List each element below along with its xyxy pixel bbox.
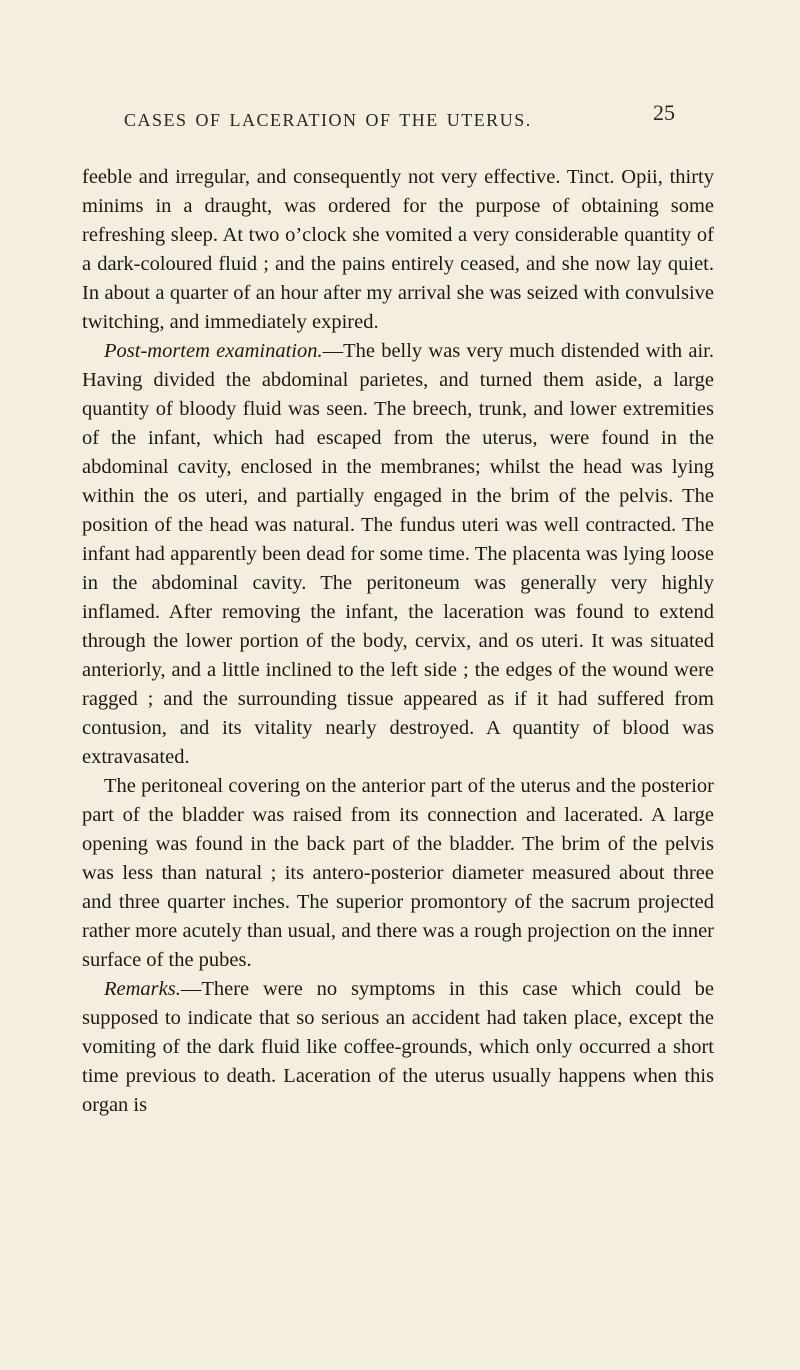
paragraph-3: [82, 772, 714, 975]
paragraph-3-text: The peritoneal covering on the anterior part of the uterus and the posterior part of the bladder was raised from its connection and lacerated. A large opening was found in the back part of the bladder. The brim of the pelvis was less than natural ; its antero-posterior diameter measured about three and three quarter inches. The superior promontory of the sacrum projected rather more acutely than usual, and there was a rough projection on the inner surface of the pubes.: [82, 775, 714, 971]
post-mortem-text: —The belly was very much distended with air. Having divided the abdominal parietes, and turned them aside, a large quantity of bloody fluid was seen. The breech, trunk, and lower extremities of the infant, which had escaped from the uterus, were found in the abdominal cavity, enclosed in the membranes; whilst the head was lying within the os uteri, and partially engaged in the brim of the pelvis. The position of the head was natural. The fundus uteri was well contracted. The infant had apparently been dead for some time. The placenta was lying loose in the abdominal cavity. The peritoneum was generally very highly inflamed. After removing the infant, the laceration was found to extend through the lower portion of the body, cervix, and os uteri. It was situated anteriorly, and a little inclined to the left side ; the edges of the wound were ragged ; and the surrounding tissue appeared as if it had suffered from contusion, and its vitality nearly destroyed. A quantity of blood was extravasated.: [82, 340, 714, 768]
page-number: 25: [653, 100, 675, 125]
body-text: [82, 163, 714, 1120]
remarks-heading: Remarks.: [104, 978, 181, 1000]
post-mortem-heading: Post-mortem examination.: [104, 340, 323, 362]
running-title: CASES OF LACERATION OF THE UTERUS.: [124, 110, 532, 130]
paragraph-1-text: feeble and irregular, and consequently not very effective. Tinct. Opii, thirty minims in a draught, was ordered for the purpose of obtaining some refreshing sleep. At two o’clock she vomited a very considerable quantity of a dark-coloured fluid ; and the pains entirely ceased, and she now lay quiet. In about a quarter of an hour after my arrival she was seized with convulsive twitching, and immediately expired.: [82, 166, 714, 333]
remarks-text: —There were no symptoms in this case which could be supposed to indicate that so serious an accident had taken place, except the vomiting of the dark fluid like coffee-grounds, which only occurred a short time previous to death. Laceration of the uterus usually happens when this organ is: [82, 978, 714, 1116]
paragraph-post-mortem: [82, 337, 714, 772]
paragraph-1: [82, 163, 714, 337]
paragraph-remarks: [82, 975, 714, 1120]
